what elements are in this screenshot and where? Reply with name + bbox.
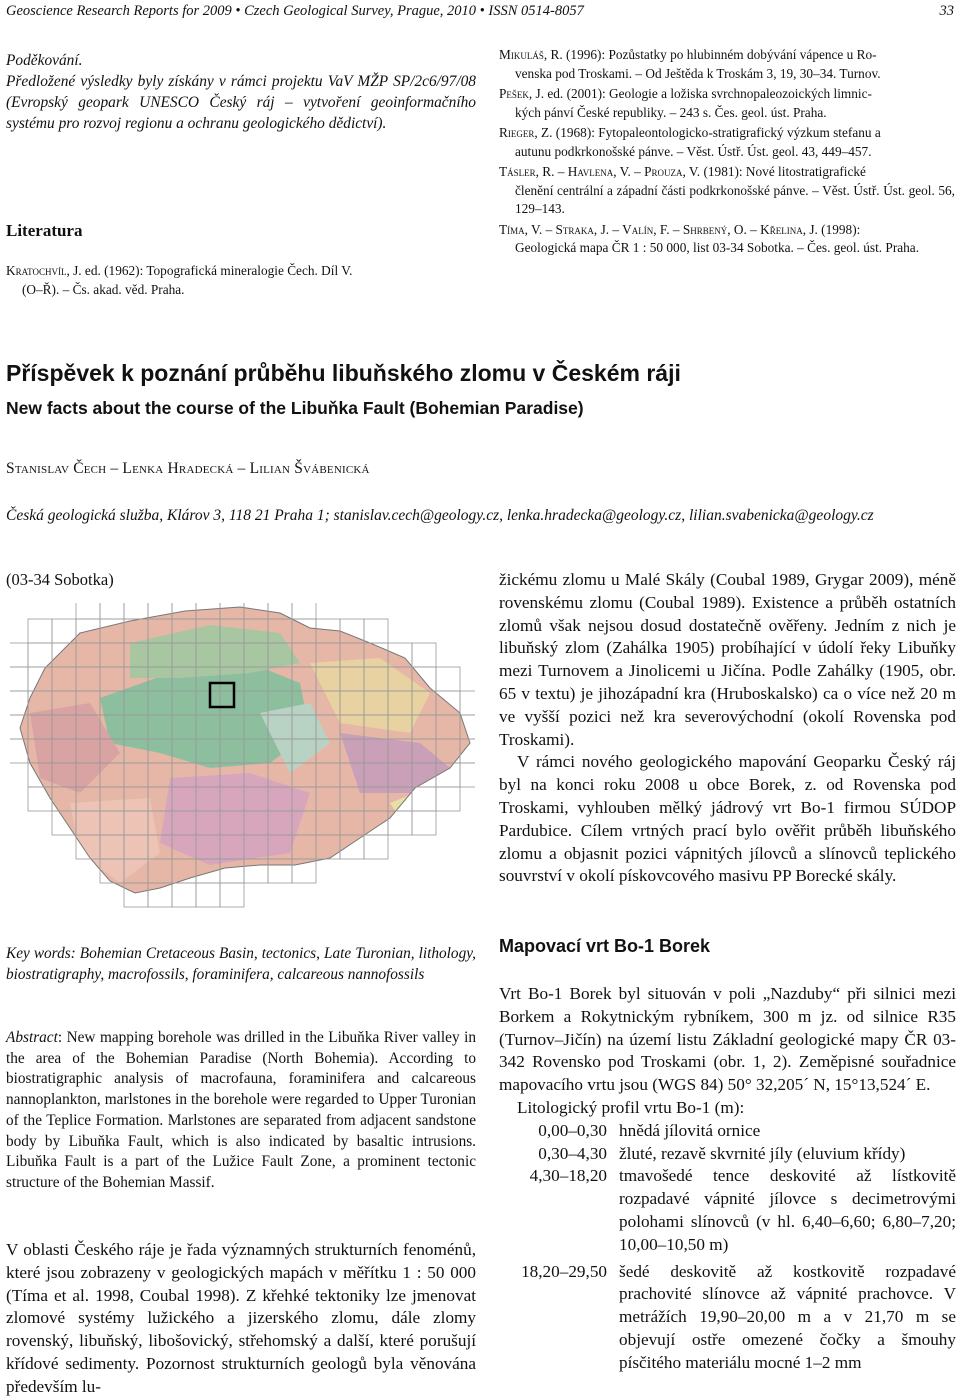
map-sheet-cell (196, 883, 220, 907)
paragraph: žickému zlomu u Malé Skály (Coubal 1989, Grygar 2009), méně rovenskému zlomu (Coubal 1989). Existence a průběh ostatních zlomů však nejsou dosud dostatečně ověřeny. Jedním z nich je libuňský zlom (Zahálka 1905) probíhající v údolí řeky Libuňky mezi Turnovem a Jinolicemi u Jičína. Podle Zahálky (1905, obr. 65 v textu) je jihozápadní kra (Hruboskalsko) ca o více než 20 m ve vyšší pozici než kra severovýchodní (okolí Rovenska pod Troskami). (499, 570, 956, 749)
map-sheet-cell (28, 619, 52, 643)
reference-item (499, 124, 955, 161)
map-sheet-cell (412, 643, 436, 667)
acknowledgement-heading: Poděkování. (6, 52, 83, 69)
map-sheet-cell (412, 787, 436, 811)
map-label: (03-34 Sobotka) (6, 570, 114, 589)
reference-author: Pešek, J. (499, 86, 545, 101)
reference-author: Mikuláš, R. (499, 47, 563, 62)
profile-row (499, 1120, 956, 1143)
keywords: Key words: Bohemian Cretaceous Basin, tectonics, Late Turonian, lithology, biostratigraphy, macrofossils, foraminifera, calcareous nannofossils (6, 945, 476, 983)
reference-continuation: autunu podkrkonošské pánve. – Věst. Ústř. Úst. geol. 43, 449–457. (515, 143, 872, 159)
map-sheet-cell (172, 883, 196, 907)
map-sheet-cell (364, 835, 388, 859)
reference-item (499, 85, 955, 122)
intro-paragraph: V oblasti Českého ráje je řada významných strukturních fenoménů, které jsou zobrazeny v geologických mapách v měřítku 1 : 50 000 (Tíma et al. 1998, Coubal 1998). Z křehké tektoniky lze jmenovat zlomové systémy lužického a jizerského zlomu, dále zlomy rovenský, libuňský, libošovický, střehomský a další, které porušují křídové sedimenty. Pozornost strukturních geologů byla věnována především lu- (6, 1240, 476, 1396)
map-sheet-cell (364, 619, 388, 643)
profile-description: hnědá jílovitá ornice (619, 1120, 761, 1140)
references-right (499, 46, 955, 260)
profile-depth: 4,30–18,20 (529, 1166, 607, 1186)
reference-author: Rieger, Z. (499, 125, 553, 140)
reference-text: ed. (2001): Geologie a ložiska svrchnopaleozoických limnic- (544, 86, 872, 101)
reference-author: Tásler, R. – Havlena, V. – Prouza, V. (499, 164, 701, 179)
reference-item (499, 163, 955, 219)
profile-depth: 0,00–0,30 (538, 1120, 607, 1140)
lithological-profile (499, 1120, 956, 1375)
reference-text: (1968): Fytopaleontologicko-stratigrafický výzkum stefanu a (552, 125, 881, 140)
profile-row (499, 1143, 956, 1166)
czech-republic-map (10, 603, 475, 918)
reference-text: (1996): Pozůstatky po hlubinném dobývání vápence u Ro- (562, 47, 877, 62)
running-head (6, 0, 954, 22)
section-heading: Mapovací vrt Bo-1 Borek (499, 936, 711, 956)
profile-row (499, 1165, 956, 1256)
article-title-cz: Příspěvek k poznání průběhu libuňského zlomu v Českém ráji (6, 360, 681, 386)
profile-description: šedé deskovitě až kostkovitě rozpadavé prachovité slínovce až vápnité prachovce. V metrážích 19,90–20,00 m a v 21,70 m se objevují ostře omezené čočky a šmouhy písčitého materiálu mocné 1–2 mm (619, 1261, 956, 1372)
profile-depth: 0,30–4,30 (538, 1143, 607, 1163)
map-sheet-cell (10, 667, 28, 691)
authors: Stanislav Čech – Lenka Hradecká – Lilian Švábenická (6, 460, 370, 477)
page-number: 33 (939, 3, 954, 19)
profile-depth: 18,20–29,50 (521, 1261, 607, 1281)
borehole-section (499, 983, 956, 1375)
reference-continuation: členění centrální a západní části podkrkonošské pánve. – Věst. Ústř. Úst. geol. 56, 129–143. (515, 182, 955, 216)
reference-author: Tíma, V. – Straka, J. – Valín, F. – Shrbený, O. – Křelina, J. (499, 221, 818, 237)
acknowledgement-text: Předložené výsledky byly získány v rámci projektu VaV MŽP SP/2c6/97/08 (Evropský geopark UNESCO Český ráj – vytvoření geoinformačního systému pro rozvoj regionu a ochranu geologického dědictví). (6, 73, 476, 132)
map-sheet-cell (52, 619, 76, 643)
abstract-text: : New mapping borehole was drilled in the Libuňka River valley in the area of the Bohemian Paradise (North Bohemia). According to biostratigraphic analysis of macrofauna, foraminifera and calcareous nannoplankton, marlstones in the borehole were regarded to Upper Turonian of the Teplice Formation. Marlstones are separated from adjacent sandstone body by Libuňka Fault, which is also indicated by basaltic intrusions. Libuňka Fault is a part of the Lužice Fault Zone, a prominent tectonic structure of the Bohemian Massif. (6, 1029, 476, 1191)
abstract (6, 1028, 476, 1194)
map-sheet-cell (460, 763, 475, 787)
literature-heading: Literatura (6, 221, 83, 240)
intro-section (6, 1239, 476, 1399)
map-sheet-cell (28, 643, 52, 667)
map-sheet-cell (100, 603, 124, 619)
article-title-en: New facts about the course of the Libuňka Fault (Bohemian Paradise) (6, 398, 584, 418)
reference-text: (1981): Nové litostratigrafické (700, 164, 866, 179)
reference-continuation: (O–Ř). – Čs. akad. věd. Praha. (22, 281, 185, 297)
reference-item (6, 262, 476, 299)
reference-author: Kratochvíl, J. (6, 263, 82, 278)
reference-text: (1998): (817, 221, 861, 237)
profile-description: tmavošedé tence deskovité až lístkovitě rozpadavé vápnité jílovce s decimetrovými polohami slínovců (v hl. 6,40–6,60; 6,80–7,20; 10,00–10,50 m) (619, 1166, 956, 1254)
reference-item (499, 221, 955, 258)
map-sheet-cell (292, 603, 316, 619)
profile-heading: Litologický profil vrtu Bo-1 (m): (517, 1097, 745, 1117)
references-left (6, 262, 476, 301)
profile-description: žluté, rezavě skvrnité jíly (eluvium křídy) (619, 1143, 906, 1163)
map-sheet-cell (10, 643, 28, 667)
affiliation: Česká geologická služba, Klárov 3, 118 21 Praha 1; stanislav.cech@geology.cz, lenka.hradecka@geology.cz, lilian.svabenicka@geology.cz (6, 507, 874, 524)
right-column-intro (499, 569, 956, 888)
reference-continuation: kých pánví České republiky. – 243 s. Čes. geol. úst. Praha. (515, 104, 827, 120)
profile-row (499, 1261, 956, 1375)
map-sheet-cell (124, 603, 148, 619)
map-sheet-cell (220, 883, 244, 907)
map-sheet-cell (460, 691, 475, 715)
reference-continuation: Geologická mapa ČR 1 : 50 000, list 03-34 Sobotka. – Čes. geol. úst. Praha. (515, 240, 920, 255)
reference-text: ed. (1962): Topografická mineralogie Čech. Díl V. (81, 263, 353, 278)
paragraph: V rámci nového geologického mapování Geoparku Český ráj byl na konci roku 2008 u obce Borek, z. od Rovenska pod Troskami, vyhlouben mělký jádrový vrt Bo-1 firmou SÚDOP Pardubice. Cílem vrtných prací bylo ověřit průběh libuňského zlomu a objasnit pozici vápnitých jílovců a slínovců teplického souvrství v okolí pískovcového masivu PP Borecké skály. (499, 752, 956, 886)
journal-header: Geoscience Research Reports for 2009 • Czech Geological Survey, Prague, 2010 • ISSN 0514-8057 (6, 3, 584, 19)
map-sheet-cell (436, 667, 460, 691)
geological-map-figure (10, 603, 475, 918)
map-fill (10, 603, 475, 918)
map-sheet-cell (412, 811, 436, 835)
map-sheet-cell (436, 787, 460, 811)
reference-continuation: venska pod Troskami. – Od Ještěda k Troskám 3, 19, 30–34. Turnov. (515, 65, 881, 81)
reference-item (499, 46, 955, 83)
acknowledgement (6, 50, 476, 134)
abstract-label: Abstract (6, 1029, 58, 1046)
paragraph: Vrt Bo-1 Borek byl situován v poli „Nazduby“ při silnici mezi Borkem a Rokytnickým rybníkem, 300 m jz. od silnice R35 (Turnov–Jičín) na území listu Základní geologické mapy ČR 03-342 Rovensko pod Troskami (obr. 1, 2). Zeměpisné souřadnice mapovacího vrtu jsou (WGS 84) 50° 32,205´ N, 15°13,524´ E. (499, 984, 956, 1095)
map-sheet-cell (76, 603, 100, 619)
